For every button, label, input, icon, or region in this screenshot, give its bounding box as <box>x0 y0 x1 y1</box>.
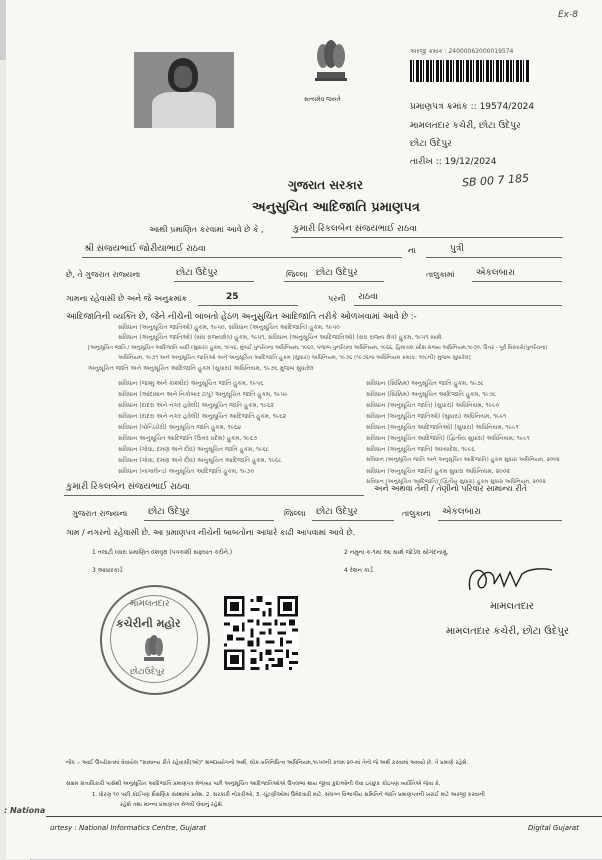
seal-emblem-icon <box>142 635 166 665</box>
district-2: છોટા ઉદેપુર <box>148 507 190 517</box>
act-left: સંવિધાન (જમ્મુ અને કાશ્મીર) અનુસૂચિત જાતિ હુકમ, ૧૯૫૬ <box>118 380 264 387</box>
supporting-doc: 2 નમુના ક-૧માં આ સાથે જોડેલ સોગંદનામું. <box>344 549 449 556</box>
taluka-2: એકલબારા <box>442 507 481 517</box>
jilla-label-2: જિલ્લા <box>284 509 306 518</box>
act-line: સંવિધાન (અનુસૂચિત જાતિઓ) હુકમ, ૧૯૫૦, સંવિધાન (અનુસૂચિત આદિજાતિ) હુકમ, ૧૯૫૦ <box>118 324 340 331</box>
issue-date: 19/12/2024 <box>444 157 497 167</box>
date-label: તારીખ :: <box>410 157 442 167</box>
supporting-doc: 4 રેશન કાર્ડ <box>344 567 373 574</box>
state-label-2: ગુજરાત રાજ્યના <box>72 509 128 518</box>
certify-prefix: આથી પ્રમાણિત કરવામાં આવે છે કે , <box>149 225 264 234</box>
supporting-doc: 1 તલાટી ધ્વારા પ્રમાણિત વંશવૃક્ષ (પત્રકાશી સફ્યાત કરીને.) <box>92 549 233 556</box>
government-heading: ગુજરાત સરકાર <box>288 178 363 192</box>
act-left: સંવિધાન (દાદરા અને નગર હવેલી) અનુસૂચિત આદિજાતિ હુકમ, ૧૯૬૨ <box>118 413 287 420</box>
note-line: નોંધ :- આઈ ઉપરોક્તમાં વેવાયેલ "સામાન્ય રીતે રહેવાસી(ઓ)" શબ્દપ્રયોગનો અર્થ, લોક-પ્રતિનિધિત્વ અધિનિયમ,૧૯૫૦ની કલમ ૨૦-માં તેનો જે અર્થ કરવામાં આવ્યો છે, તે પ્રમાણે રહેશે. <box>66 760 469 766</box>
act-right: સંવિધાન (અનુસૂચિત જાતિઓ) (સુધારા) અધિનિયમ, ૧૯૯૧ <box>366 413 507 420</box>
act-right: સંવિધાન (અનુસૂચિત જાતિ) હુકમ સુધારા અધિનિયમ, ૨૦૦૨ <box>366 468 510 475</box>
act-line: અનુસૂચિત જાતિ અને અનુસૂચિત આદિજાતિ હુકમ (સુધારા) અધિનિયમ, ૧૯૭૬ મુજબ સુધારેલ <box>88 365 314 372</box>
jilla-2: છોટા ઉદેપુર <box>316 507 358 517</box>
act-left: સંવિધાન (પોન્ડિચેરી) અનુસૂચિત જાતિ હુકમ, ૧૯૬૪ <box>118 424 242 431</box>
act-line: સંવિધાન (અનુસૂચિત જાતિઓ) (સંઘ રાજ્યક્ષેત્ર) હુકમ, ૧૯૫૧, સંવિધાન (અનુસૂચિત આદિજાતિઓ) (સંઘ રાજ્ય ક્ષેત્ર) હુકમ, ૧૯૫૧ સાથે <box>118 334 442 341</box>
act-right: સંવિધાન (સિક્કિમ) અનુસૂચિત જાતિ હુકમ, ૧૯૭૮ <box>366 380 484 387</box>
taluka-label-2: તાલુકાના <box>402 509 431 518</box>
note-line: 1. ધોરણ ૧૦ પછી કોઈપણ શૈક્ષણિક સંસ્થામાં પ્રવેશ, 2. સરકારી નોકરીઓ, 3. ચૂંટણીઓમાં ઉમેદવારી માટે, સંલગ્ન વિભાગીય સમિતિને જાતિ પ્રમાણપત્રની ખરાઈ માટે અરજી કરવાની <box>92 792 485 798</box>
na-label: ના <box>408 246 416 255</box>
national-emblem-icon <box>311 38 351 94</box>
act-line: અધિનિયમ, ૧૯૭૧ અને અનુસૂચિત જાતિઓ અને અનુસૂચિત આદિજાતિ હુકમ (સુધારા) અધિનિયમ, ૧૯૭૬ (૧૯૭૬ના અધિનિયમ ક્રમાંક: ૧૦૮ની) મુજબ સુધારેલ] <box>118 355 471 361</box>
certificate-number-label: પ્રમાણપત્ર ક્રમાંક <box>410 102 468 112</box>
seal-top-text: મામલતદાર <box>130 599 170 609</box>
jilla: છોટા ઉદેપુર <box>316 268 358 278</box>
application-number: અરજી ક્રમાંક : 24000062000019574 <box>410 48 514 55</box>
father-name: શ્રી સંજયભાઈ જોરીયાભાઈ રાઠવા <box>84 244 206 254</box>
certificate-number-row <box>410 102 534 112</box>
act-line: [અનુસૂચિત જાતિ / અનુસૂચિત આદિજાતિ યાદી (સુધારા) હુકમ, ૧૯૫૬, મુંબઈ પુનર્રચના અધિનિયમ, ૧૯૬૦, પંજાબ પુનર્રચના અધિનિયમ, ૧૯૬૬, હિમાચલ પ્રદેશ રાજ્ય અધિનિયમ,૧૯૭૦, ઉત્તર - પૂર્વ વિસ્તારો(પુનર્રચના) <box>88 345 548 351</box>
holder-name-repeat: કુમારી રિંકલબેન સંજયભાઈ રાઠવા <box>66 482 190 492</box>
act-left: સંવિધાન અનુસૂચિત આદિજાતિ (ઉત્તર પ્રદેશ) હુકમ, ૧૯૬૭ <box>118 435 258 442</box>
district: છોટા ઉદેપુર <box>176 268 218 278</box>
act-left: સંવિધાન (દાદરા અને નગર હવેલી) અનુસૂચિત જાતિ હુકમ, ૧૯૬૨ <box>118 402 274 409</box>
qr-code <box>224 596 298 670</box>
act-right: સંવિધાન (સિક્કિમ) અનુસૂચિત આદિજાતિ હુકમ, ૧૯૭૮ <box>366 391 497 398</box>
act-left: સંવિધાન (નાગાલેન્ડ) અનુસૂચિત આદિજાતિ હુકમ, ૧૯૭૦ <box>118 468 255 475</box>
certificate-page <box>6 0 602 859</box>
recognition-statement: આદિજાતિની વ્યક્તિ છે, જેને નીચેની બાબતો હેઠળ અનુસુચિત આદિજાતિ તરીકે ઓળખવામાં આવે છે :- <box>66 312 417 322</box>
act-right: સંવિધાન (અનુસૂચિત આદિજાતિ) (દ્વિતીય સુધારા) અધિનિયમ, ૧૯૯૧ <box>366 435 530 442</box>
signer-office: મામલતદાર કચેરી, છોટા ઉદેપુર <box>446 626 570 637</box>
applicant-photo <box>134 52 234 128</box>
state-prefix: છે, તે ગુજરાત રાજ્યના <box>66 270 141 279</box>
issuing-place: છોટા ઉદેપુર <box>410 139 452 149</box>
supporting-doc: 3 આધારકાર્ડ <box>92 567 123 574</box>
certificate-number: :: 19574/2024 <box>470 102 535 112</box>
act-left: સંવિધાન (આંદામાન અને નિકોબાર ટાપુ) અનુસૂચિત જાતિ હુકમ, ૧૯૫૯ <box>118 391 288 398</box>
emblem-motto: સત્યમેવ જયતે <box>304 96 341 103</box>
taluka: એકલબારા <box>476 268 515 278</box>
act-right: સંવિધાન (અનુસૂચિત જાતિ અને અનુસૂચિત આદિજાતિ) હુકમ સુધારા અધિનિયમ, ૨૦૦૨ <box>366 457 560 463</box>
seal-middle-text: કચેરીની મહોર <box>116 617 181 630</box>
officer-signature <box>464 560 556 600</box>
note-line: સક્ષમ સત્તાધિકારી પાસેથી અનુસૂચિત આદિજાતિ પ્રમાણપત્ર મેળવ્યા પછી અનુસૂચિત આદિજાતિઓએ ઉપલબ્ધ થાય જીવા કુદાઓની લેવા ઇચ્છુક કોઇપણ વ્યક્તિએ જેવા કે, <box>66 781 441 787</box>
act-right: સંવિધાન (અનુસૂચિત જાતિ) (સુધારા) અધિનિયમ, ૧૯૯૦ <box>366 402 500 409</box>
act-right: સંવિધાન (અનુસૂચિત આદિજાતિઓ) (સુધારા) અધિનિયમ, ૧૯૯૧ <box>366 424 519 431</box>
note-line: રહેશે તથા માન્ના પ્રમાણપત્ર મેળવી લેવાનું રહેશે. <box>120 802 224 808</box>
taluka-label: તાલુકામાં <box>426 270 455 279</box>
office-seal <box>100 585 210 695</box>
act-right: સંવિધાન (અનુસૂચિત આદિજાતિ) (દ્વિતીય સુધારા) હુકમ સુધારા અધિનિયમ, ૨૦૦૨ <box>366 479 546 485</box>
handwritten-reference: SB 00 7 185 <box>461 171 530 190</box>
tribe-name: રાઠવા <box>358 292 378 302</box>
corner-note: Ex-8 <box>558 10 578 20</box>
issuing-office: મામલતદાર કચેરી, છોટા ઉદેપુર <box>410 121 521 131</box>
jilla-label: જિલ્લા <box>286 270 308 279</box>
signer-title: મામલતદાર <box>490 601 534 612</box>
village-statement: ગામ / નગરનો રહેવાસી છે. આ પ્રમાણપત્ર નીચેની બાબતોના આધારે કાઢી આપવામાં આવે છે. <box>66 528 356 537</box>
certificate-title: અનુસુચિત આદિજાતિ પ્રમાણપત્ર <box>252 200 420 215</box>
barcode <box>410 60 530 82</box>
back-sheet-text: : Nationa <box>4 806 46 815</box>
relation: પુત્રી <box>450 244 464 254</box>
act-left: સંવિધાન (ગોવા, દમણ અને દીવ) અનુસૂચિત આદિજાતિ હુકમ, ૧૯૬૮ <box>118 457 282 464</box>
footer-rule <box>46 816 602 817</box>
courtesy-credit: urtesy : National Informatics Centre, Gujarat <box>50 824 207 832</box>
par-label: પરની <box>328 294 346 303</box>
holder-name: કુમારી રિંકલબેન સંજયભાઈ રાઠવા <box>293 224 417 234</box>
digital-gujarat-credit: Digital Gujarat <box>528 824 579 832</box>
seal-bottom-text: છોટાઉદેપુર <box>130 667 165 676</box>
date-row <box>410 157 496 167</box>
serial-number: 25 <box>226 292 239 302</box>
family-statement: અને અથવા તેની / તેણીનો પરિવાર સામાન્ય રીતે <box>374 484 528 493</box>
act-left: સંવિધાન (ગોવા, દમણ અને દીવ) અનુસૂચિત જાતિ હુકમ, ૧૯૬૮ <box>118 446 270 453</box>
village-prefix: ગામના રહેવાસી છે અને જે અનુક્રમાંક <box>66 294 188 303</box>
act-right: સંવિધાન (અનુસૂચિત જાતિ) અધ્યાદેશ, ૧૯૯૬ <box>366 446 475 453</box>
